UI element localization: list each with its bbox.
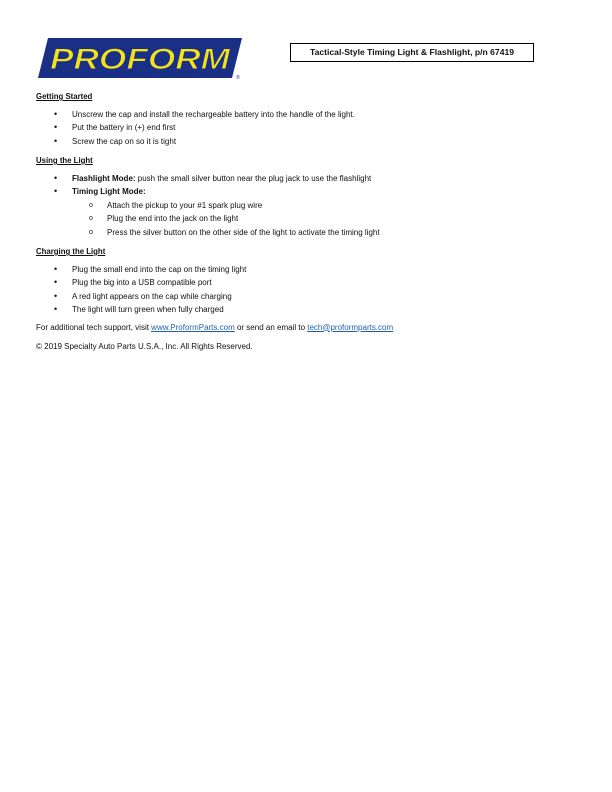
list-item: • Plug the small end into the cap on the timing light	[36, 263, 576, 277]
support-line	[36, 321, 576, 335]
charging-list	[36, 263, 576, 317]
timing-step: o Attach the pickup to your #1 spark plug wire	[36, 199, 576, 213]
timing-mode-item	[36, 185, 576, 199]
website-link[interactable]: www.ProformParts.com	[151, 322, 235, 332]
list-item: • Unscrew the cap and install the rechargeable battery into the handle of the light.	[36, 108, 576, 122]
timing-mode-label: Timing Light Mode:	[72, 187, 146, 196]
list-item: • A red light appears on the cap while charging	[36, 290, 576, 304]
document-title: Tactical-Style Timing Light & Flashlight, p/n 67419	[290, 43, 534, 62]
flashlight-mode-text: push the small silver button near the plug jack to use the flashlight	[135, 173, 372, 183]
list-item: • The light will turn green when fully charged	[36, 303, 576, 317]
using-light-list	[36, 172, 576, 240]
proform-logo	[36, 36, 242, 80]
logo-wordmark: PROFORM	[50, 43, 232, 76]
document-body	[36, 90, 576, 354]
list-item: • Plug the big into a USB compatible port	[36, 276, 576, 290]
getting-started-heading: Getting Started	[36, 92, 93, 101]
list-item: • Put the battery in (+) end first	[36, 121, 576, 135]
list-item: • Screw the cap on so it is tight	[36, 135, 576, 149]
email-link[interactable]: tech@proformparts.com	[307, 322, 394, 332]
support-middle: or send an email to	[234, 322, 308, 332]
flashlight-mode-label: Flashlight Mode:	[72, 173, 136, 183]
svg-text:®: ®	[236, 75, 240, 80]
copyright-notice: © 2019 Specialty Auto Parts U.S.A., Inc. All Rights Reserved.	[36, 342, 253, 351]
proform-logo-graphic	[36, 36, 242, 80]
timing-step: o Plug the end into the jack on the light	[36, 212, 576, 226]
charging-heading: Charging the Light	[36, 247, 106, 256]
support-prefix: For additional tech support, visit	[36, 322, 152, 332]
flashlight-mode-item	[36, 172, 576, 186]
timing-step: o Press the silver button on the other side of the light to activate the timing light	[36, 226, 576, 240]
using-light-heading: Using the Light	[36, 156, 93, 165]
getting-started-list	[36, 108, 576, 149]
